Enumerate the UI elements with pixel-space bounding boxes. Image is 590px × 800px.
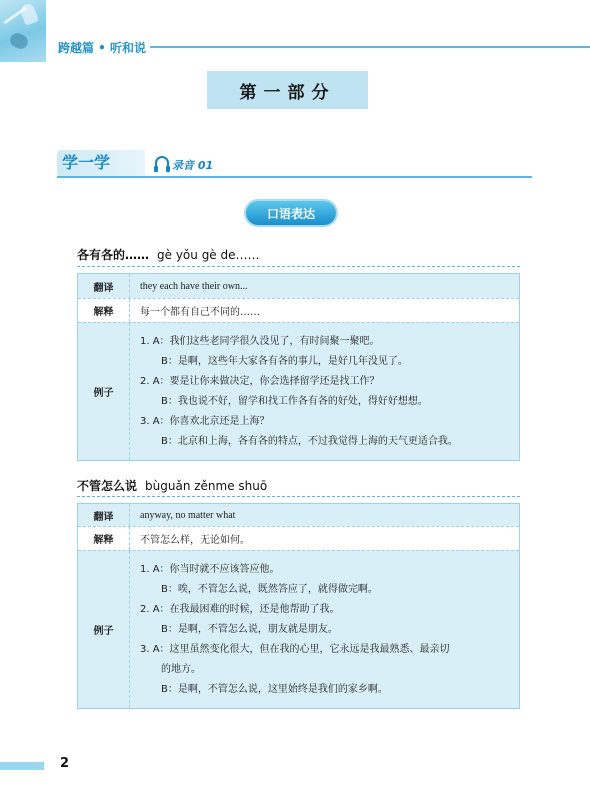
explanation-row [78, 298, 519, 322]
page-number: 2 [60, 756, 70, 771]
row-label: 翻译 [78, 274, 130, 298]
learn-title: 学一学 [62, 153, 111, 172]
page-number-bar [0, 762, 44, 770]
phrase-chinese: 不管怎么说 [77, 479, 138, 493]
translation-text: they each have their own... [140, 280, 248, 292]
example-line: B：是啊，不管怎么说，朋友就是朋友。 [161, 623, 338, 635]
row-label: 例子 [78, 551, 130, 708]
example-line: B：是啊，这些年大家各有各的事儿，是好几年没见了。 [161, 355, 408, 367]
phrase-heading [77, 246, 260, 263]
header-rule [150, 46, 590, 48]
translation-row [78, 274, 519, 298]
example-line: B：是啊，不管怎么说，这里始终是我们的家乡啊。 [161, 683, 388, 695]
phrase-pinyin: gè yǒu gè de…… [157, 248, 260, 262]
phrase-pinyin: bùguǎn zěnme shuō [145, 479, 268, 493]
skater-figure [8, 31, 30, 51]
row-label: 例子 [78, 323, 130, 460]
example-line: 的地方。 [161, 663, 201, 675]
dashed-rule [77, 266, 520, 267]
part-title: 第一部分 [207, 71, 368, 109]
explanation-row [78, 526, 519, 550]
learn-rule [57, 176, 532, 178]
example-line: 1. A：你当时就不应该答应他。 [140, 563, 280, 575]
row-label: 解释 [78, 299, 130, 322]
phrase-table [77, 503, 520, 709]
phrase-chinese: 各有各的…… [77, 248, 150, 262]
explanation-text: 不管怎么样，无论如何。 [140, 535, 250, 546]
skater-figure [19, 2, 39, 26]
example-line: 3. A：你喜欢北京还是上海？ [140, 415, 270, 427]
example-line: B：北京和上海，各有各的特点，不过我觉得上海的天气更适合我。 [161, 435, 458, 447]
recording-label[interactable]: 录音 01 [172, 159, 214, 172]
translation-row [78, 504, 519, 526]
oral-expression-pill: 口语表达 [246, 201, 336, 225]
example-line: 2. A：在我最困难的时候，还是他帮助了我。 [140, 603, 340, 615]
dashed-rule [77, 496, 520, 497]
row-label: 翻译 [78, 504, 130, 526]
example-row [78, 322, 519, 460]
example-list [130, 551, 519, 708]
example-line: 2. A：要是让你来做决定，你会选择留学还是找工作？ [140, 375, 380, 387]
row-label: 解释 [78, 527, 130, 550]
example-line: B：我也说不好，留学和找工作各有各的好处，得好好想想。 [161, 395, 428, 407]
example-line: 1. A：我们这些老同学很久没见了，有时间聚一聚吧。 [140, 335, 380, 347]
explanation-text: 每一个都有自己不同的…… [140, 307, 260, 318]
phrase-heading [77, 477, 267, 494]
header-title: 跨越篇 • 听和说 [58, 41, 147, 55]
translation-text: anyway, no matter what [140, 509, 236, 521]
example-list [130, 323, 519, 460]
example-line: 3. A：这里虽然变化很大，但在我的心里，它永远是我最熟悉、最亲切 [140, 643, 450, 655]
corner-decoration-image [0, 0, 46, 62]
example-line: B：唉，不管怎么说，既然答应了，就得做完啊。 [161, 583, 378, 595]
phrase-table [77, 273, 520, 461]
example-row [78, 550, 519, 708]
headphone-icon[interactable] [155, 156, 169, 168]
